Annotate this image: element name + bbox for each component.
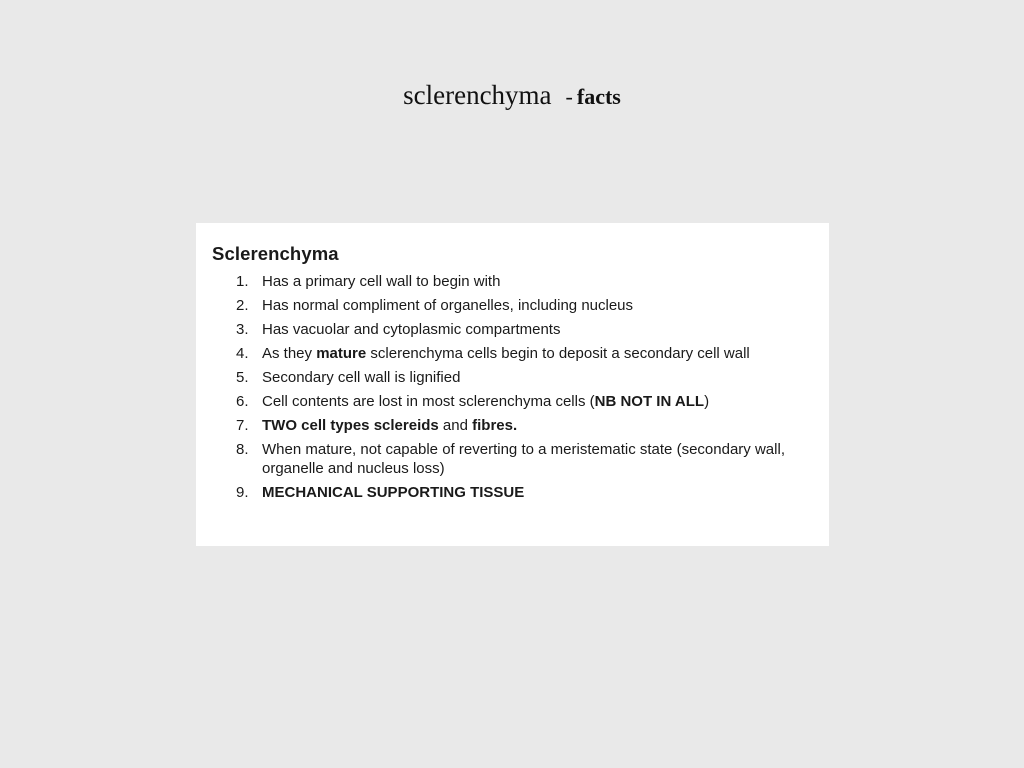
fact-item-5 — [212, 368, 785, 387]
fact-sheet-heading: Sclerenchyma — [212, 243, 339, 264]
fact-list — [212, 272, 785, 502]
fact-number: 8. — [236, 441, 249, 458]
fact-item-2 — [212, 296, 785, 315]
fact-number: 9. — [236, 484, 249, 501]
fact-emphasis: NB NOT IN ALL — [594, 393, 705, 410]
fact-text: Cell contents are lost in most sclerenchyma cells ( — [262, 393, 595, 410]
fact-item-8 — [212, 440, 785, 478]
fact-item-6 — [212, 392, 785, 411]
fact-number: 1. — [236, 273, 249, 290]
fact-item-9 — [212, 483, 785, 502]
fact-text: and — [438, 417, 473, 434]
fact-number: 5. — [236, 369, 249, 386]
fact-emphasis: TWO cell types sclereids — [262, 417, 439, 434]
scanned-fact-sheet — [196, 223, 829, 546]
fact-number: 4. — [236, 345, 249, 362]
fact-number: 6. — [236, 393, 249, 410]
slide-title — [0, 80, 1024, 111]
fact-text: ) — [704, 393, 710, 410]
fact-number: 7. — [236, 417, 249, 434]
fact-item-4 — [212, 344, 785, 363]
slide-title-separator: - — [565, 84, 573, 109]
fact-item-7 — [212, 416, 785, 435]
fact-text: sclerenchyma cells begin to deposit a secondary cell wall — [366, 345, 750, 362]
fact-text: Has normal compliment of organelles, including nucleus — [262, 297, 634, 314]
fact-item-1 — [212, 272, 785, 291]
fact-emphasis: mature — [316, 345, 367, 362]
fact-text: Has a primary cell wall to begin with — [262, 273, 501, 290]
fact-emphasis: MECHANICAL SUPPORTING TISSUE — [262, 484, 525, 501]
fact-text: When mature, not capable of reverting to a meristematic state (secondary wall, organelle and nucleus loss) — [262, 441, 785, 477]
fact-number: 2. — [236, 297, 249, 314]
fact-emphasis: fibres. — [472, 417, 518, 434]
fact-number: 3. — [236, 321, 249, 338]
fact-text: Secondary cell wall is lignified — [262, 369, 461, 386]
fact-text: As they — [262, 345, 317, 362]
slide-title-sub: facts — [576, 84, 621, 109]
fact-item-3 — [212, 320, 785, 339]
fact-text: Has vacuolar and cytoplasmic compartments — [262, 321, 561, 338]
slide-title-main: sclerenchyma — [403, 80, 552, 110]
